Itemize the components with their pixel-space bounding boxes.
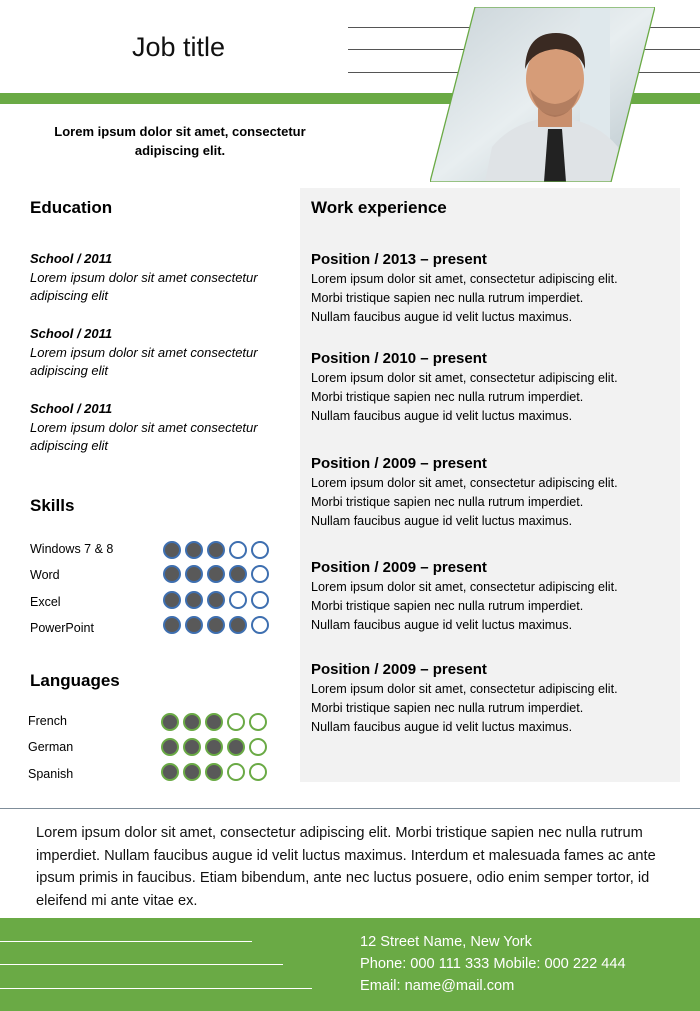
summary-paragraph: Lorem ipsum dolor sit amet, consectetur adipiscing elit. Morbi tristique sapien nec nulla rutrum imperdiet. Nullam faucibus augue id velit luctus maximus. Interdum et malesuada fames ac ante ipsum primis in faucibus. Etiam bibendum, ante nec luctus posuere, odio enim semper tortor, id eleifend mi ante vitae ex. (36, 825, 656, 909)
work-line: Lorem ipsum dolor sit amet, consectetur adipiscing elit. (311, 580, 618, 594)
footer-rule (0, 988, 312, 989)
rating-dot (183, 738, 201, 756)
language-rating (161, 763, 267, 781)
rating-dot (183, 713, 201, 731)
education-description: Lorem ipsum dolor sit amet consectetur adipiscing elit (30, 344, 258, 378)
work-line: Morbi tristique sapien nec nulla rutrum imperdiet. (311, 495, 584, 509)
skill-label: Word (30, 568, 60, 582)
language-label: German (28, 740, 74, 754)
education-description: Lorem ipsum dolor sit amet consectetur adipiscing elit (30, 269, 258, 303)
rating-dot (229, 565, 247, 583)
rating-dot (161, 738, 179, 756)
work-position: Position / 2009 – present (311, 559, 487, 576)
education-description: Lorem ipsum dolor sit amet consectetur adipiscing elit (30, 419, 258, 453)
skill-rating (163, 541, 269, 559)
languages-heading: Languages (30, 671, 120, 690)
rating-dot (183, 763, 201, 781)
skill-rating (163, 616, 269, 634)
rating-dot (163, 565, 181, 583)
contact-email[interactable]: Email: name@mail.com (360, 978, 515, 994)
work-position: Position / 2009 – present (311, 661, 487, 678)
rating-dot (249, 738, 267, 756)
rating-dot (205, 763, 223, 781)
rating-dot (249, 763, 267, 781)
work-heading: Work experience (311, 198, 447, 217)
rating-dot (207, 591, 225, 609)
rating-dot (163, 541, 181, 559)
work-line: Morbi tristique sapien nec nulla rutrum imperdiet. (311, 390, 584, 404)
rating-dot (251, 541, 269, 559)
footer-rule (0, 964, 283, 965)
rating-dot (163, 591, 181, 609)
work-item (311, 250, 671, 327)
tagline: Lorem ipsum dolor sit amet, consectetur adipiscing elit. (54, 124, 306, 158)
work-line: Morbi tristique sapien nec nulla rutrum imperdiet. (311, 701, 584, 715)
work-line: Lorem ipsum dolor sit amet, consectetur adipiscing elit. (311, 272, 618, 286)
contact-phone: Phone: 000 111 333 Mobile: 000 222 444 (360, 956, 626, 972)
skill-label: PowerPoint (30, 621, 94, 635)
education-item (30, 400, 295, 456)
profile-photo (430, 7, 655, 182)
rating-dot (185, 591, 203, 609)
rating-dot (207, 565, 225, 583)
rating-dot (163, 616, 181, 634)
footer-rule (0, 941, 252, 942)
rating-dot (229, 541, 247, 559)
education-school: School / 2011 (30, 401, 113, 416)
work-line: Nullam faucibus augue id velit luctus maximus. (311, 310, 573, 324)
skill-rating (163, 565, 269, 583)
contact-address: 12 Street Name, New York (360, 934, 532, 950)
rating-dot (251, 616, 269, 634)
rating-dot (249, 713, 267, 731)
language-rating (161, 713, 267, 731)
rating-dot (251, 565, 269, 583)
work-line: Nullam faucibus augue id velit luctus maximus. (311, 720, 573, 734)
work-line: Nullam faucibus augue id velit luctus maximus. (311, 618, 573, 632)
work-item (311, 558, 671, 635)
work-line: Lorem ipsum dolor sit amet, consectetur adipiscing elit. (311, 682, 618, 696)
work-line: Lorem ipsum dolor sit amet, consectetur adipiscing elit. (311, 476, 618, 490)
work-position: Position / 2010 – present (311, 350, 487, 367)
education-heading: Education (30, 198, 113, 217)
rating-dot (207, 616, 225, 634)
work-line: Lorem ipsum dolor sit amet, consectetur adipiscing elit. (311, 371, 618, 385)
language-label: French (28, 714, 67, 728)
language-label: Spanish (28, 767, 74, 781)
work-item (311, 349, 671, 426)
rating-dot (227, 738, 245, 756)
skill-label: Excel (30, 595, 61, 609)
education-item (30, 250, 295, 306)
rating-dot (185, 565, 203, 583)
work-line: Nullam faucibus augue id velit luctus maximus. (311, 514, 573, 528)
language-rating (161, 738, 267, 756)
rating-dot (207, 541, 225, 559)
rating-dot (205, 713, 223, 731)
rating-dot (205, 738, 223, 756)
rating-dot (251, 591, 269, 609)
work-line: Morbi tristique sapien nec nulla rutrum imperdiet. (311, 291, 584, 305)
skills-heading: Skills (30, 496, 75, 515)
work-line: Morbi tristique sapien nec nulla rutrum imperdiet. (311, 599, 584, 613)
education-school: School / 2011 (30, 251, 113, 266)
education-school: School / 2011 (30, 326, 113, 341)
rating-dot (227, 763, 245, 781)
rating-dot (161, 763, 179, 781)
rating-dot (185, 616, 203, 634)
rating-dot (185, 541, 203, 559)
work-position: Position / 2009 – present (311, 455, 487, 472)
rating-dot (229, 616, 247, 634)
skill-label: Windows 7 & 8 (30, 542, 114, 556)
skill-rating (163, 591, 269, 609)
section-divider (0, 808, 700, 809)
rating-dot (229, 591, 247, 609)
work-item (311, 660, 671, 737)
job-title: Job title (132, 32, 226, 62)
work-item (311, 454, 671, 531)
rating-dot (161, 713, 179, 731)
work-position: Position / 2013 – present (311, 251, 487, 268)
work-line: Nullam faucibus augue id velit luctus maximus. (311, 409, 573, 423)
education-item (30, 325, 295, 381)
rating-dot (227, 713, 245, 731)
